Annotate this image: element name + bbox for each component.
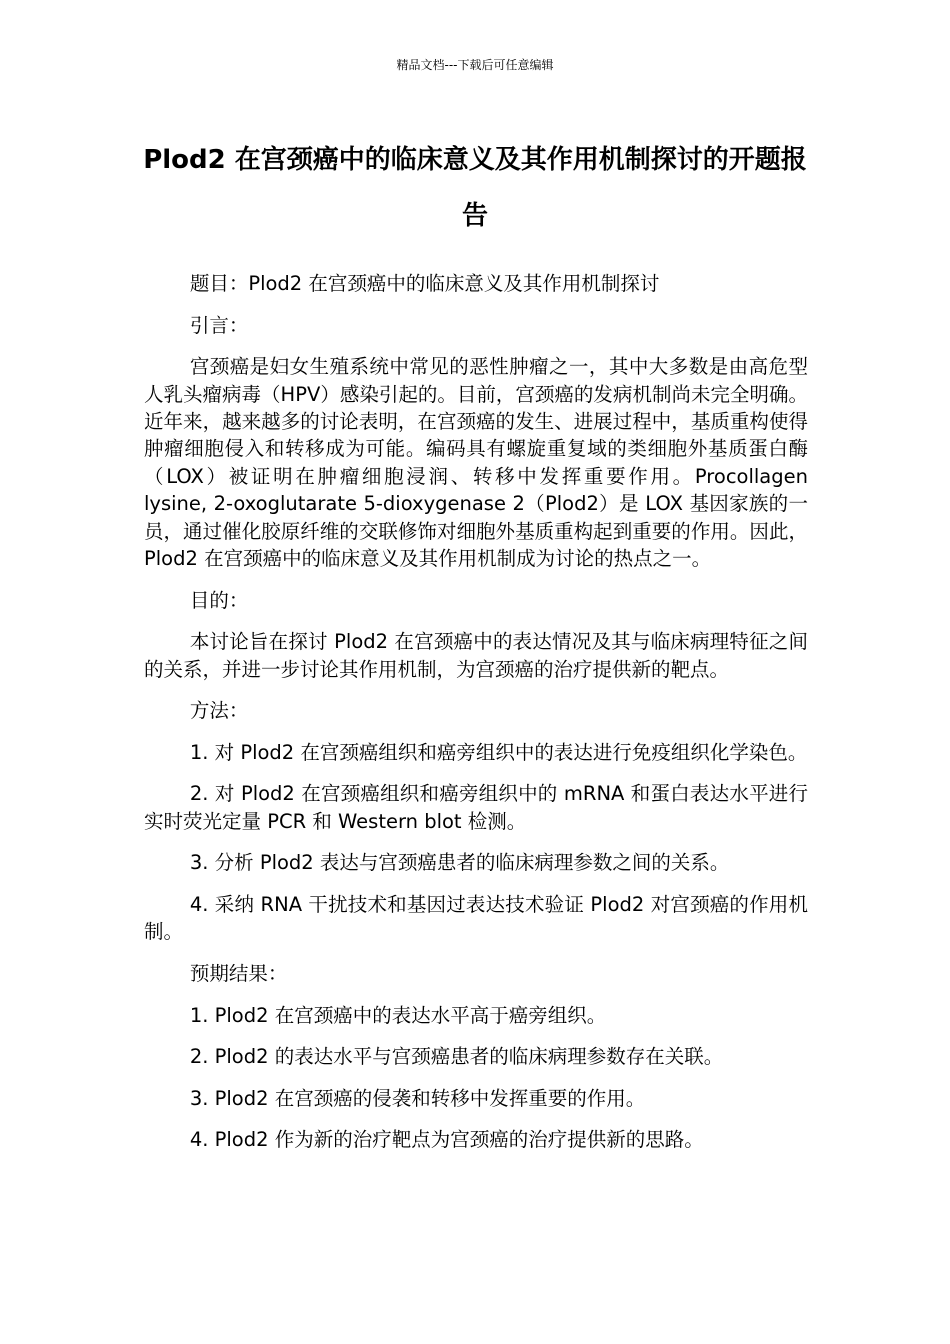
expected-result-item: 4. Plod2 作为新的治疗靶点为宫颈癌的治疗提供新的思路。	[189, 1128, 704, 1152]
section-heading-introduction: 引言：	[189, 313, 249, 337]
introduction-paragraph: 宫颈癌是妇女生殖系统中常见的恶性肿瘤之一，其中大多数是由高危型人乳头瘤病毒（HPV）感染引起的。目前，宫颈癌的发病机制尚未完全明确。近年来，越来越多的讨论表明，在宫颈癌的发生、进展过程中，基质重构使得肿瘤细胞侵入和转移成为可能。编码具有螺旋重复域的类细胞外基质蛋白酶（LOX）被证明在肿瘤细胞浸润、转移中发挥重要作用。Procollagen lysine, 2-oxoglutarate 5-dioxygenase 2（Plod2）是 LOX 基因家族的一员，通过催化胶原纤维的交联修饰对细胞外基质重构起到重要的作用。因此，Plod2 在宫颈癌中的临床意义及其作用机制成为讨论的热点之一。	[144, 355, 808, 571]
expected-result-item: 1. Plod2 在宫颈癌中的表达水平高于癌旁组织。	[189, 1003, 607, 1027]
expected-result-item: 3. Plod2 在宫颈癌的侵袭和转移中发挥重要的作用。	[189, 1086, 646, 1110]
page-header: 精品文档---下载后可任意编辑	[396, 58, 554, 72]
method-item: 1. 对 Plod2 在宫颈癌组织和癌旁组织中的表达进行免疫组织化学染色。	[189, 740, 808, 764]
method-item: 4. 采纳 RNA 干扰技术和基因过表达技术验证 Plod2 对宫颈癌的作用机制。	[144, 893, 808, 944]
topic-line: 题目：Plod2 在宫颈癌中的临床意义及其作用机制探讨	[189, 272, 660, 295]
section-heading-objective: 目的：	[189, 588, 249, 612]
expected-result-item: 2. Plod2 的表达水平与宫颈癌患者的临床病理参数存在关联。	[189, 1045, 724, 1069]
objective-paragraph: 本讨论旨在探讨 Plod2 在宫颈癌中的表达情况及其与临床病理特征之间的关系，并进一步讨论其作用机制，为宫颈癌的治疗提供新的靶点。	[144, 630, 808, 681]
section-heading-expected-results: 预期结果：	[189, 962, 288, 985]
document-title: Plod2 在宫颈癌中的临床意义及其作用机制探讨的开题报告	[143, 145, 807, 231]
document-body	[144, 270, 808, 1168]
method-item: 2. 对 Plod2 在宫颈癌组织和癌旁组织中的 mRNA 和蛋白表达水平进行实时荧光定量 PCR 和 Western blot 检测。	[144, 782, 808, 833]
method-item: 3. 分析 Plod2 表达与宫颈癌患者的临床病理参数之间的关系。	[189, 851, 730, 875]
section-heading-methods: 方法：	[189, 699, 249, 723]
